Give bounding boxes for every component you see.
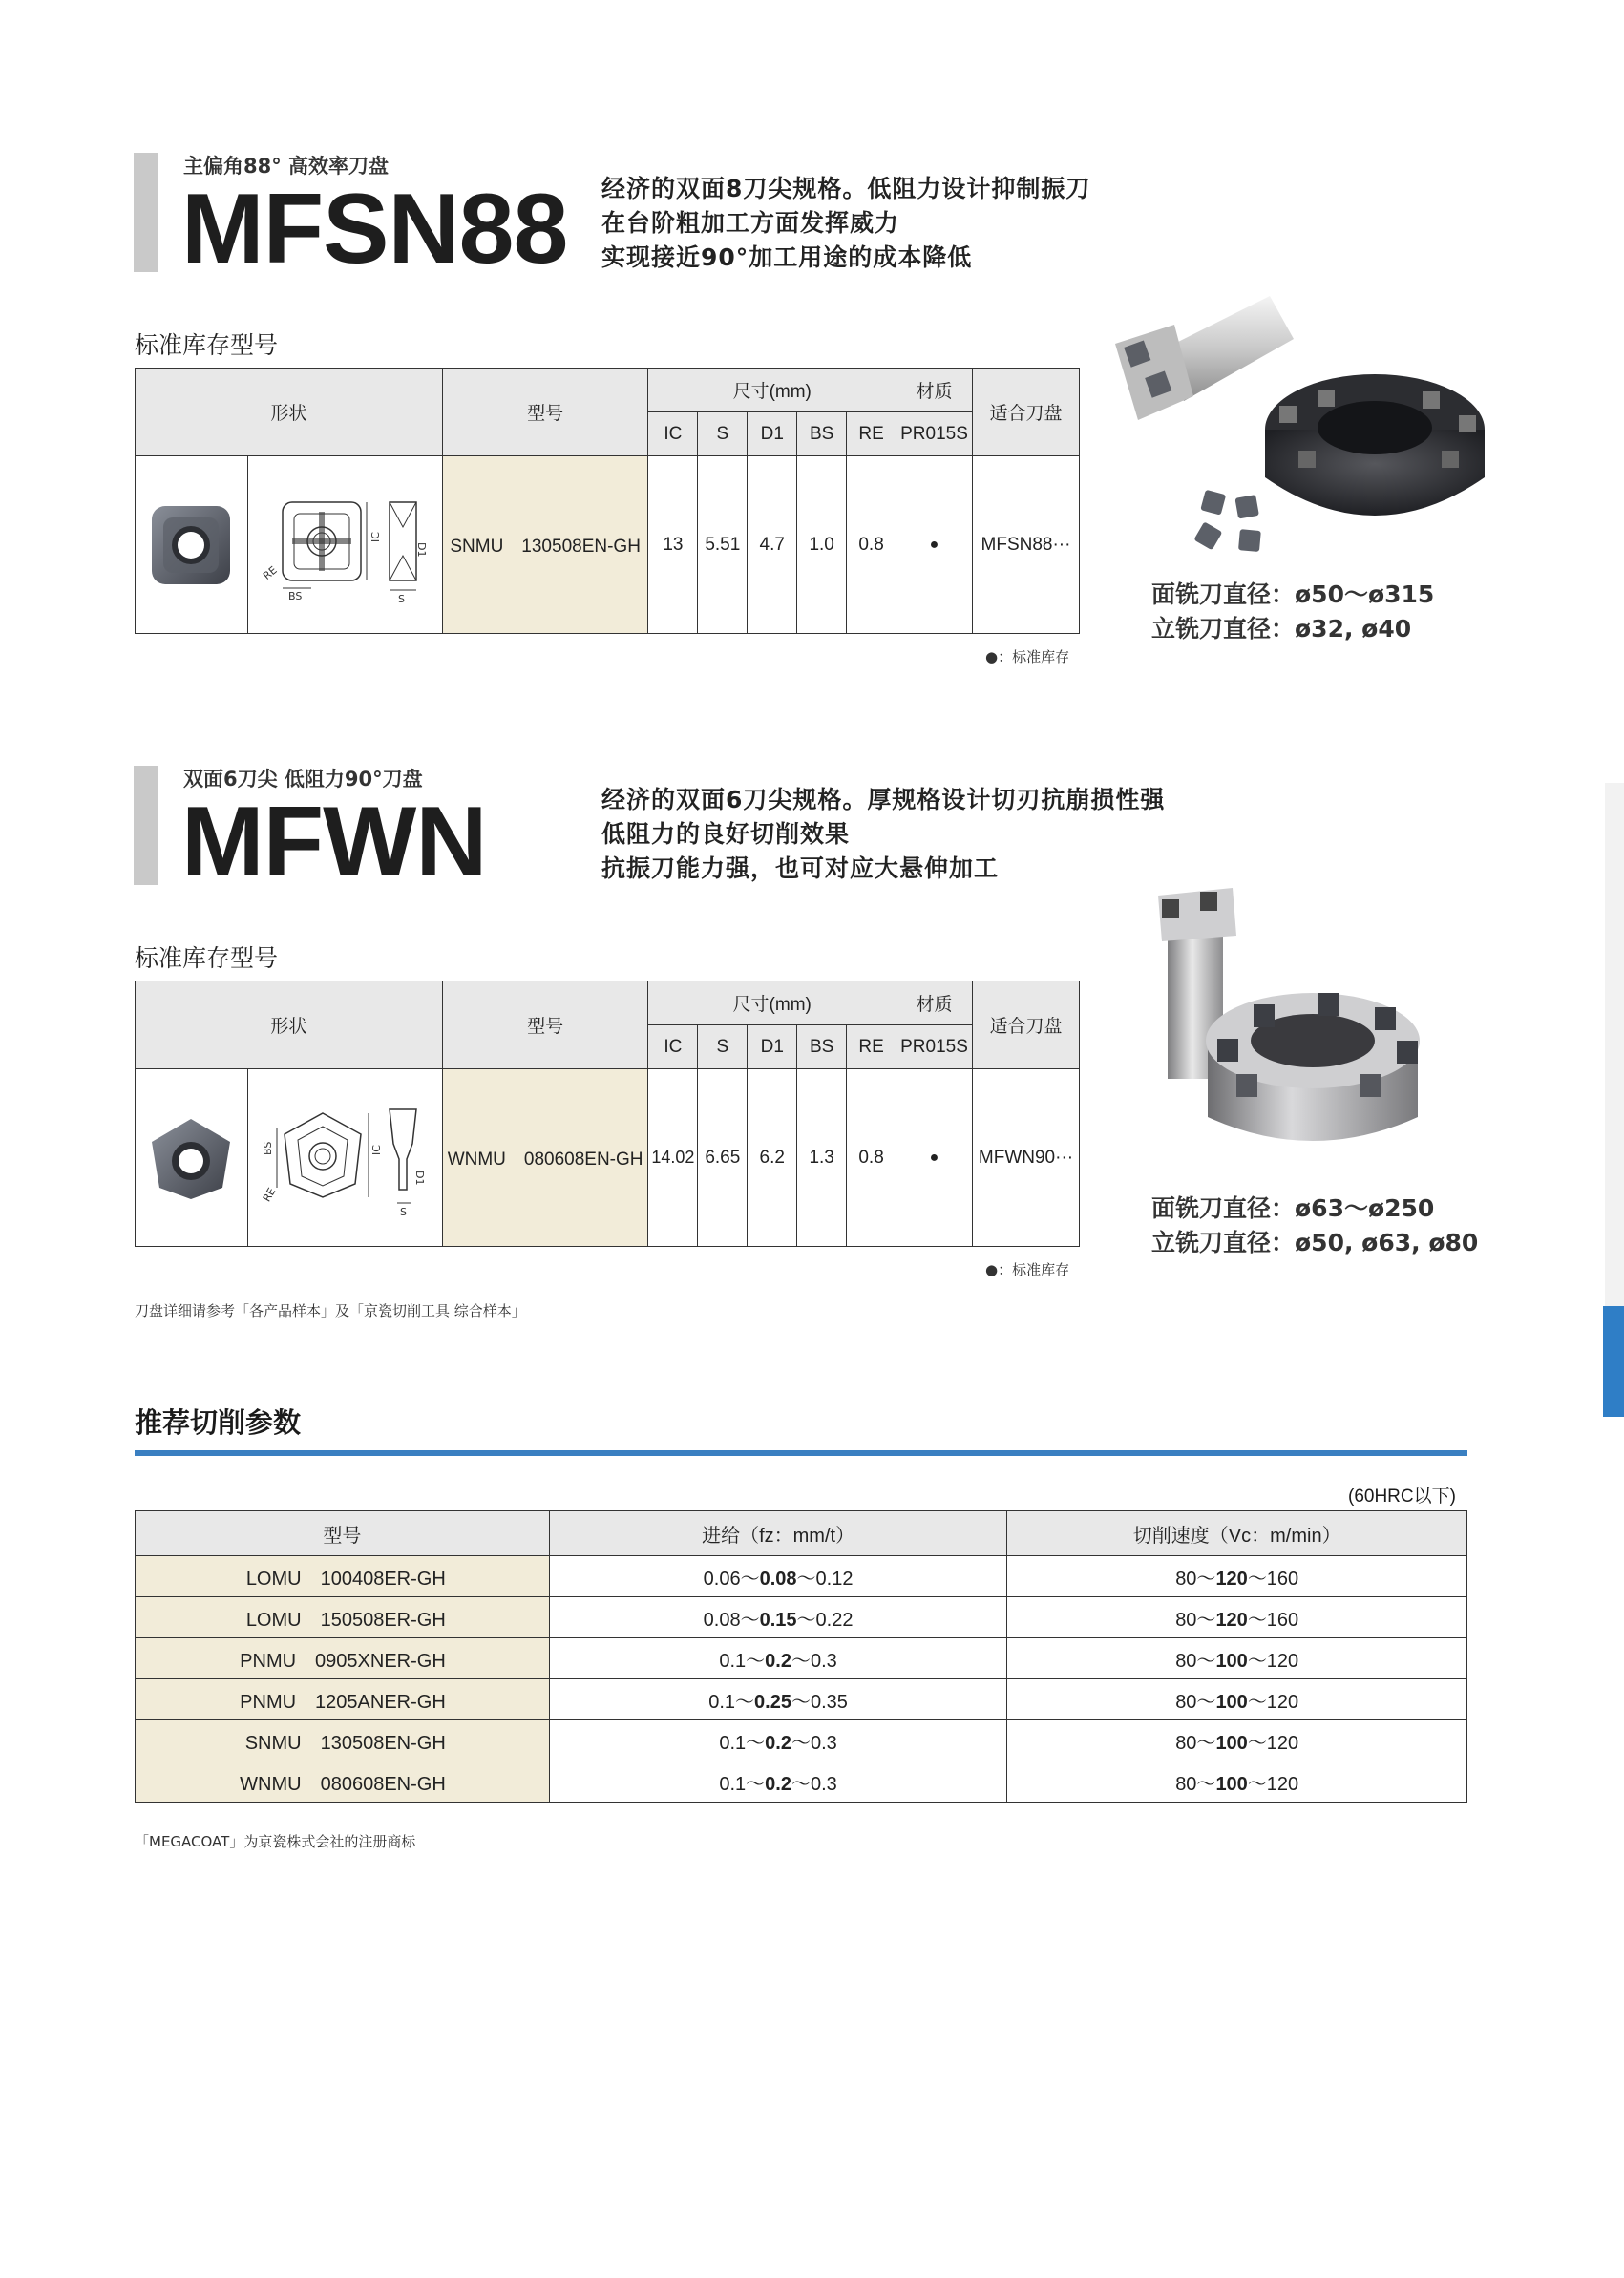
vc-max: ～120 (1247, 1732, 1299, 1754)
model-cell: PNMU 1205ANER-GH (136, 1679, 550, 1720)
feed-recommended: 0.2 (765, 1732, 791, 1754)
vc-recommended: 120 (1215, 1609, 1248, 1631)
header-bs: BS (797, 412, 847, 456)
feed-cell (549, 1720, 1007, 1761)
header-re: RE (847, 412, 896, 456)
feed-min: 0.06～ (703, 1568, 760, 1590)
feed-cell (549, 1556, 1007, 1597)
trademark-note: 「MEGACOAT」为京瓷株式会社的注册商标 (135, 1833, 416, 1850)
model-cell: LOMU 150508ER-GH (136, 1597, 550, 1638)
insert-diagram-cell (247, 1069, 442, 1247)
model-cell: SNMU 130508EN-GH (136, 1720, 550, 1761)
speed-cell (1007, 1720, 1467, 1761)
feed-cell (549, 1638, 1007, 1679)
feed-recommended: 0.2 (765, 1650, 791, 1672)
model-cell: PNMU 0905XNER-GH (136, 1638, 550, 1679)
vc-max: ～120 (1247, 1691, 1299, 1713)
desc-line: 经济的双面8刀尖规格。低阻力设计抑制振刀 (601, 175, 1091, 202)
header-cutter: 适合刀盘 (972, 369, 1079, 456)
feed-recommended: 0.15 (759, 1609, 797, 1631)
header-material: 材质 (896, 981, 973, 1025)
mfwn-legend: ●：标准库存 (985, 1261, 1070, 1278)
feed-min: 0.1～ (719, 1732, 766, 1754)
header-model: 型号 (136, 1511, 550, 1556)
header-bs: BS (797, 1025, 847, 1069)
model-cell: WNMU 080608EN-GH (442, 1069, 648, 1247)
speed-cell (1007, 1679, 1467, 1720)
mfsn88-description (601, 172, 1090, 275)
header-ic: IC (648, 1025, 698, 1069)
bs-label: BS (288, 589, 303, 602)
feed-cell (549, 1597, 1007, 1638)
trigon-insert-diagram-icon (254, 1096, 435, 1220)
re-value: 0.8 (847, 1069, 896, 1247)
vc-min: 80～ (1175, 1609, 1216, 1631)
insert-photo-cell (136, 1069, 248, 1247)
cutter-value: MFSN88··· (972, 456, 1079, 634)
speed-cell (1007, 1597, 1467, 1638)
header-speed: 切削速度（Vc：m/min） (1007, 1511, 1467, 1556)
table-row (136, 1597, 1467, 1638)
feed-max: ～0.3 (791, 1732, 837, 1754)
vc-recommended: 120 (1215, 1568, 1248, 1590)
speed-cell (1007, 1556, 1467, 1597)
table-row (136, 1556, 1467, 1597)
mfwn-diameters (1151, 1192, 1478, 1260)
vc-min: 80～ (1175, 1568, 1216, 1590)
d1-value: 4.7 (748, 456, 797, 634)
stock-mark: ● (896, 456, 973, 634)
table-row (136, 1679, 1467, 1720)
feed-min: 0.1～ (719, 1650, 766, 1672)
mfsn88-title: MFSN88 (181, 174, 568, 285)
mfwn-subtitle: 双面6刀尖 低阻力90°刀盘 (183, 768, 423, 791)
cutter-value: MFWN90··· (972, 1069, 1079, 1247)
side-tab-track (1605, 783, 1624, 1318)
mfsn88-cutter-image (1098, 286, 1499, 563)
vc-min: 80～ (1175, 1732, 1216, 1754)
header-dims: 尺寸(mm) (648, 981, 896, 1025)
vc-recommended: 100 (1215, 1691, 1248, 1713)
mfwn-stock-table (135, 981, 1080, 1247)
feed-cell (549, 1761, 1007, 1803)
vc-max: ～120 (1247, 1650, 1299, 1672)
hardness-condition: (60HRC以下) (1348, 1487, 1456, 1507)
section-bar-mfwn (134, 766, 158, 885)
desc-line: 实现接近90°加工用途的成本降低 (601, 243, 973, 271)
vc-recommended: 100 (1215, 1732, 1248, 1754)
square-insert-icon (148, 502, 234, 588)
vc-recommended: 100 (1215, 1650, 1248, 1672)
d1-value: 6.2 (748, 1069, 797, 1247)
vc-min: 80～ (1175, 1691, 1216, 1713)
model-cell: SNMU 130508EN-GH (442, 456, 648, 634)
mfwn-cutter-image (1141, 878, 1456, 1174)
mfsn88-legend: ●：标准库存 (985, 648, 1070, 665)
cutter-reference-note: 刀盘详细请参考「各产品样本」及「京瓷切削工具 综合样本」 (135, 1302, 526, 1319)
header-feed: 进给（fz：mm/t） (549, 1511, 1007, 1556)
feed-min: 0.1～ (708, 1691, 755, 1713)
vc-max: ～120 (1247, 1773, 1299, 1795)
face-mill-diameter: 面铣刀直径：ø50～ø315 (1151, 580, 1435, 608)
mfwn-table-label: 标准库存型号 (135, 944, 279, 972)
re-label: RE (261, 563, 280, 582)
header-grade: PR015S (896, 412, 973, 456)
header-model: 型号 (442, 369, 648, 456)
mfsn88-table-label: 标准库存型号 (135, 331, 279, 359)
feed-cell (549, 1679, 1007, 1720)
s-value: 5.51 (698, 456, 748, 634)
header-s: S (698, 412, 748, 456)
header-cutter: 适合刀盘 (972, 981, 1079, 1069)
mfsn88-subtitle: 主偏角88° 高效率刀盘 (183, 155, 390, 178)
vc-recommended: 100 (1215, 1773, 1248, 1795)
cutting-section-rule (135, 1450, 1467, 1456)
desc-line: 在台阶粗加工方面发挥威力 (601, 209, 900, 237)
mfwn-description (601, 783, 1165, 886)
feed-max: ～0.12 (796, 1568, 854, 1590)
feed-max: ～0.22 (796, 1609, 854, 1631)
header-d1: D1 (748, 412, 797, 456)
vc-max: ～160 (1247, 1568, 1299, 1590)
table-row (136, 1761, 1467, 1803)
end-mill-diameter: 立铣刀直径：ø32, ø40 (1151, 615, 1412, 643)
feed-max: ～0.3 (791, 1773, 837, 1795)
end-mill-diameter: 立铣刀直径：ø50, ø63, ø80 (1151, 1229, 1479, 1256)
ic-value: 14.02 (648, 1069, 698, 1247)
cutting-params-table (135, 1510, 1467, 1803)
table-row (136, 1720, 1467, 1761)
header-d1: D1 (748, 1025, 797, 1069)
feed-recommended: 0.2 (765, 1773, 791, 1795)
d1-label: D1 (415, 541, 429, 557)
speed-cell (1007, 1638, 1467, 1679)
ic-label: IC (369, 531, 383, 542)
vc-max: ～160 (1247, 1609, 1299, 1631)
header-ic: IC (648, 412, 698, 456)
desc-line: 抗振刀能力强，也可对应大悬伸加工 (601, 854, 1000, 882)
header-model: 型号 (442, 981, 648, 1069)
speed-cell (1007, 1761, 1467, 1803)
bs-label: BS (262, 1141, 275, 1155)
d1-label: D1 (413, 1170, 427, 1185)
mfsn88-diameters (1151, 578, 1434, 646)
trigon-insert-icon (148, 1115, 234, 1201)
feed-recommended: 0.25 (754, 1691, 791, 1713)
header-re: RE (847, 1025, 896, 1069)
feed-recommended: 0.08 (759, 1568, 797, 1590)
mfwn-title: MFWN (181, 787, 487, 897)
face-mill-diameter: 面铣刀直径：ø63～ø250 (1151, 1194, 1435, 1222)
feed-min: 0.08～ (703, 1609, 760, 1631)
s-label: S (398, 592, 406, 605)
feed-max: ～0.3 (791, 1650, 837, 1672)
section-bar-mfsn88 (134, 153, 158, 272)
bs-value: 1.0 (797, 456, 847, 634)
cutting-section-title: 推荐切削参数 (135, 1406, 302, 1439)
model-cell: WNMU 080608EN-GH (136, 1761, 550, 1803)
desc-line: 低阻力的良好切削效果 (601, 820, 851, 848)
ic-label: IC (370, 1144, 384, 1155)
s-label: S (400, 1205, 408, 1218)
model-cell: LOMU 100408ER-GH (136, 1556, 550, 1597)
table-row (136, 1638, 1467, 1679)
header-material: 材质 (896, 369, 973, 412)
header-dims: 尺寸(mm) (648, 369, 896, 412)
vc-min: 80～ (1175, 1650, 1216, 1672)
insert-diagram-cell (247, 456, 442, 634)
side-tab-active (1603, 1306, 1624, 1417)
header-shape: 形状 (136, 369, 443, 456)
ic-value: 13 (648, 456, 698, 634)
header-shape: 形状 (136, 981, 443, 1069)
s-value: 6.65 (698, 1069, 748, 1247)
feed-min: 0.1～ (719, 1773, 766, 1795)
insert-photo-cell (136, 456, 248, 634)
bs-value: 1.3 (797, 1069, 847, 1247)
vc-min: 80～ (1175, 1773, 1216, 1795)
mfsn88-stock-table (135, 368, 1080, 634)
re-label: RE (261, 1185, 279, 1204)
stock-mark: ● (896, 1069, 973, 1247)
re-value: 0.8 (847, 456, 896, 634)
feed-max: ～0.35 (791, 1691, 848, 1713)
desc-line: 经济的双面6刀尖规格。厚规格设计切刃抗崩损性强 (601, 786, 1166, 813)
square-insert-diagram-icon (254, 483, 435, 607)
header-s: S (698, 1025, 748, 1069)
header-grade: PR015S (896, 1025, 973, 1069)
